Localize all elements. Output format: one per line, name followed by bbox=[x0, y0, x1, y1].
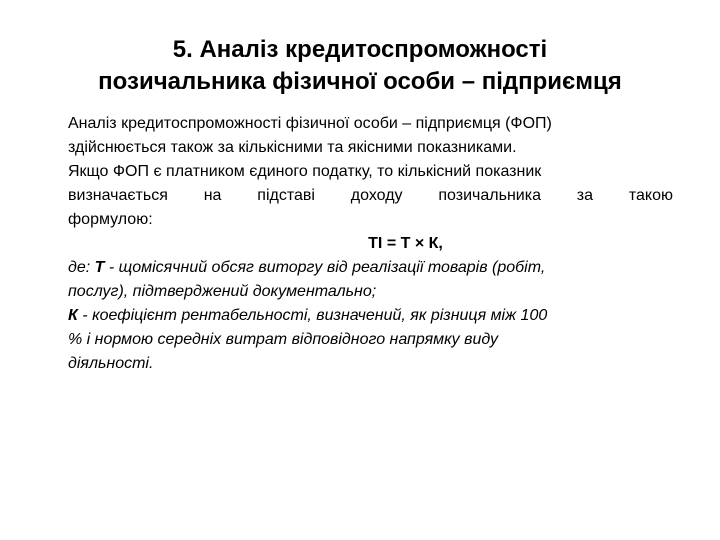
intro-line-1: Аналіз кредитоспроможності фізичної особи – підприємця (ФОП) bbox=[68, 115, 552, 132]
symbol-k: К bbox=[68, 307, 78, 324]
slide-body bbox=[68, 112, 673, 376]
intro-paragraph bbox=[68, 112, 673, 160]
definition-k-line-2: % і нормою середніх витрат відповідного напрямку виду bbox=[68, 331, 499, 348]
definition-t-line-1 bbox=[68, 256, 673, 280]
slide-title bbox=[20, 34, 700, 98]
definition-k-line-3: діяльності. bbox=[68, 355, 154, 372]
condition-paragraph bbox=[68, 160, 673, 232]
symbol-t: Т bbox=[94, 259, 105, 276]
definition-k-line-1 bbox=[68, 304, 673, 328]
formula: ТІ = Т × К, bbox=[368, 235, 443, 252]
title-line-2: позичальника фізичної особи – підприємця bbox=[98, 68, 622, 95]
definition-prefix: де: bbox=[68, 259, 95, 276]
definition-t bbox=[68, 256, 673, 304]
condition-line-1: Якщо ФОП є платником єдиного податку, то кількісний показник bbox=[68, 163, 542, 180]
definition-t-text: - щомісячний обсяг виторгу від реалізації товарів (робіт, bbox=[104, 259, 546, 276]
definition-k bbox=[68, 304, 673, 376]
condition-line-3: формулою: bbox=[68, 211, 153, 228]
intro-line-2: здійснюється також за кількісними та якісними показниками. bbox=[68, 139, 517, 156]
condition-line-2: визначається на підставі доходу позичальника за такою bbox=[68, 187, 673, 204]
definition-t-line-2: послуг), підтверджений документально; bbox=[68, 283, 377, 300]
title-line-1: 5. Аналіз кредитоспроможності bbox=[172, 36, 548, 63]
definition-k-text: - коефіцієнт рентабельності, визначений, як різниця між 100 bbox=[77, 307, 548, 324]
